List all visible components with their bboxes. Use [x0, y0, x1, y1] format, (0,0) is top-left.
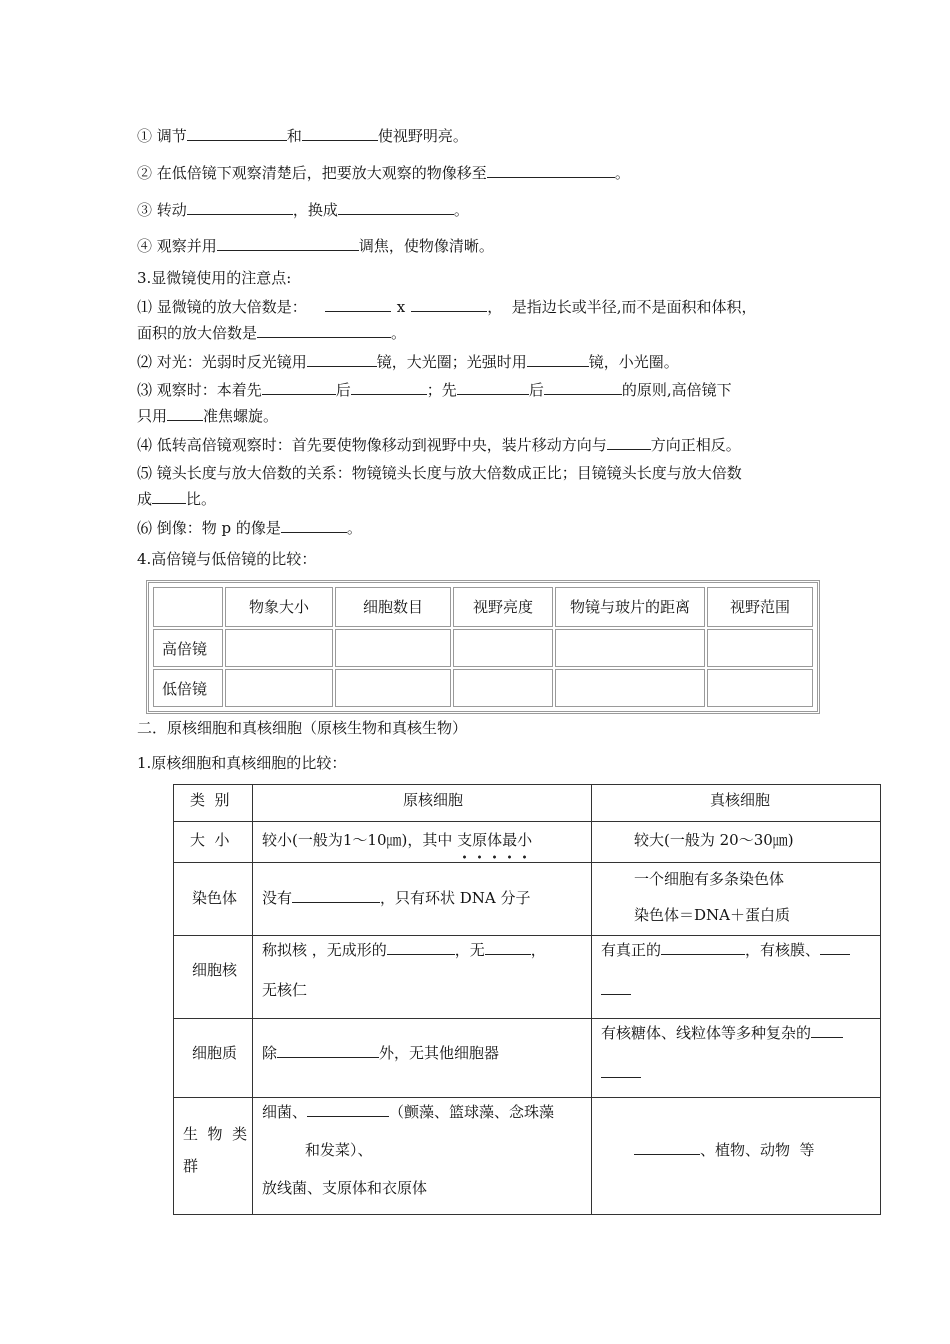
answer-blank[interactable]: [257, 323, 391, 338]
table-header-cell: 真核细胞: [592, 785, 881, 822]
table-header-cell: [153, 587, 223, 627]
answer-blank[interactable]: [607, 435, 651, 450]
table-row: [153, 629, 813, 667]
step-4: ④ 观察并用 调焦，使物像清晰。: [137, 237, 494, 255]
cell-type-comparison-table: [173, 784, 881, 1215]
answer-blank[interactable]: [351, 380, 427, 395]
row-label-high-power: 高倍镜: [153, 629, 223, 667]
section-4-title: 4.高倍镜与低倍镜的比较：: [137, 550, 317, 568]
answer-blank[interactable]: [411, 297, 487, 312]
note-5: ⑸ 镜头长度与放大倍数的关系：物镜镜头长度与放大倍数成正比；目镜镜头长度与放大倍数: [137, 464, 742, 482]
answer-cell[interactable]: [225, 629, 333, 667]
answer-cell[interactable]: [555, 629, 705, 667]
table-header-cell: 原核细胞: [253, 785, 592, 822]
note-3: ⑶ 观察时：本着先 后 ；先 后 的原则,高倍镜下: [137, 381, 732, 399]
table-row: 细胞质 除 外，无其他细胞器 有核糖体、线粒体等多种复杂的: [174, 1019, 881, 1098]
step-number: ③: [137, 201, 153, 219]
answer-blank[interactable]: [527, 352, 589, 367]
answer-blank[interactable]: [152, 489, 186, 504]
table-row: 染色体 没有 ，只有环状 DNA 分子 一个细胞有多条染色体 染色体＝DNA＋蛋白质: [174, 863, 881, 936]
answer-blank[interactable]: [487, 163, 615, 178]
answer-blank[interactable]: [457, 380, 529, 395]
table-header-cell: 类 别: [174, 785, 253, 822]
table-row: 生 物 类 群 细菌、 （颤藻、篮球藻、念珠藻 和发菜）、 放线菌、支原体和衣原体 、植物、动物 等: [174, 1098, 881, 1215]
answer-cell[interactable]: [225, 669, 333, 707]
answer-blank[interactable]: [387, 940, 455, 955]
note-2: ⑵ 对光：光弱时反光镜用 镜，大光圈；光强时用 镜，小光圈。: [137, 353, 679, 371]
answer-cell[interactable]: [555, 669, 705, 707]
table-header-cell: 视野范围: [707, 587, 813, 627]
answer-cell[interactable]: [453, 669, 553, 707]
table-header-cell: 物镜与玻片的距离: [555, 587, 705, 627]
answer-blank[interactable]: [601, 1063, 641, 1078]
answer-blank[interactable]: [187, 126, 287, 141]
note-1: ⑴ 显微镜的放大倍数是： x ， 是指边长或半径,而不是面积和体积，: [137, 298, 757, 316]
step-number: ①: [137, 127, 153, 145]
answer-blank[interactable]: [187, 200, 293, 215]
answer-blank[interactable]: [262, 380, 336, 395]
table-header-cell: 细胞数目: [335, 587, 451, 627]
answer-blank[interactable]: [277, 1043, 379, 1058]
step-number: ④: [137, 237, 153, 255]
answer-blank[interactable]: [634, 1140, 700, 1155]
answer-blank[interactable]: [811, 1023, 843, 1038]
section-two-title: 二．原核细胞和真核细胞（原核生物和真核生物）: [137, 719, 468, 737]
note-3-cont: 只用 准焦螺旋。: [137, 407, 279, 425]
answer-cell[interactable]: [707, 669, 813, 707]
answer-cell[interactable]: [335, 669, 451, 707]
answer-blank[interactable]: [544, 380, 622, 395]
step-3: ③ 转动 ，换成 。: [137, 201, 469, 219]
answer-blank[interactable]: [325, 297, 391, 312]
answer-blank[interactable]: [307, 352, 377, 367]
answer-cell[interactable]: [335, 629, 451, 667]
step-1: ① 调节 和 使视野明亮。: [137, 127, 468, 145]
emphasized-text: 支原体最小: [457, 831, 533, 849]
table-header-cell: 物象大小: [225, 587, 333, 627]
note-6: ⑹ 倒像：物 p 的像是 。: [137, 519, 362, 537]
answer-blank[interactable]: [307, 1102, 389, 1117]
step-2: ② 在低倍镜下观察清楚后，把要放大观察的物像移至 。: [137, 164, 630, 182]
answer-blank[interactable]: [820, 940, 850, 955]
answer-blank[interactable]: [217, 236, 359, 251]
note-4: ⑷ 低转高倍镜观察时：首先要使物像移动到视野中央，装片移动方向与 方向正相反。: [137, 436, 741, 454]
magnification-comparison-table: [146, 580, 820, 714]
answer-cell[interactable]: [707, 629, 813, 667]
table-row: [153, 669, 813, 707]
answer-blank[interactable]: [281, 518, 347, 533]
step-number: ②: [137, 164, 153, 182]
answer-blank[interactable]: [485, 940, 531, 955]
table-header-cell: 视野亮度: [453, 587, 553, 627]
answer-blank[interactable]: [661, 940, 745, 955]
answer-blank[interactable]: [601, 980, 631, 995]
answer-blank[interactable]: [292, 888, 380, 903]
table-row: 大 小 较小(一般为1～10㎛)，其中 支原体最小 较大(一般为 20～30㎛): [174, 822, 881, 863]
answer-cell[interactable]: [453, 629, 553, 667]
table-row: 细胞核 称拟核 ，无成形的 ，无 ， 无核仁 有真正的 ，有核膜、: [174, 936, 881, 1019]
section-two-subtitle: 1.原核细胞和真核细胞的比较：: [137, 754, 347, 772]
row-label-low-power: 低倍镜: [153, 669, 223, 707]
note-1-cont: 面积的放大倍数是 。: [137, 324, 407, 342]
section-3-title: 3.显微镜使用的注意点:: [137, 269, 292, 287]
answer-blank[interactable]: [302, 126, 378, 141]
answer-blank[interactable]: [167, 406, 203, 421]
answer-blank[interactable]: [338, 200, 454, 215]
note-5-cont: 成 比。: [137, 490, 217, 508]
